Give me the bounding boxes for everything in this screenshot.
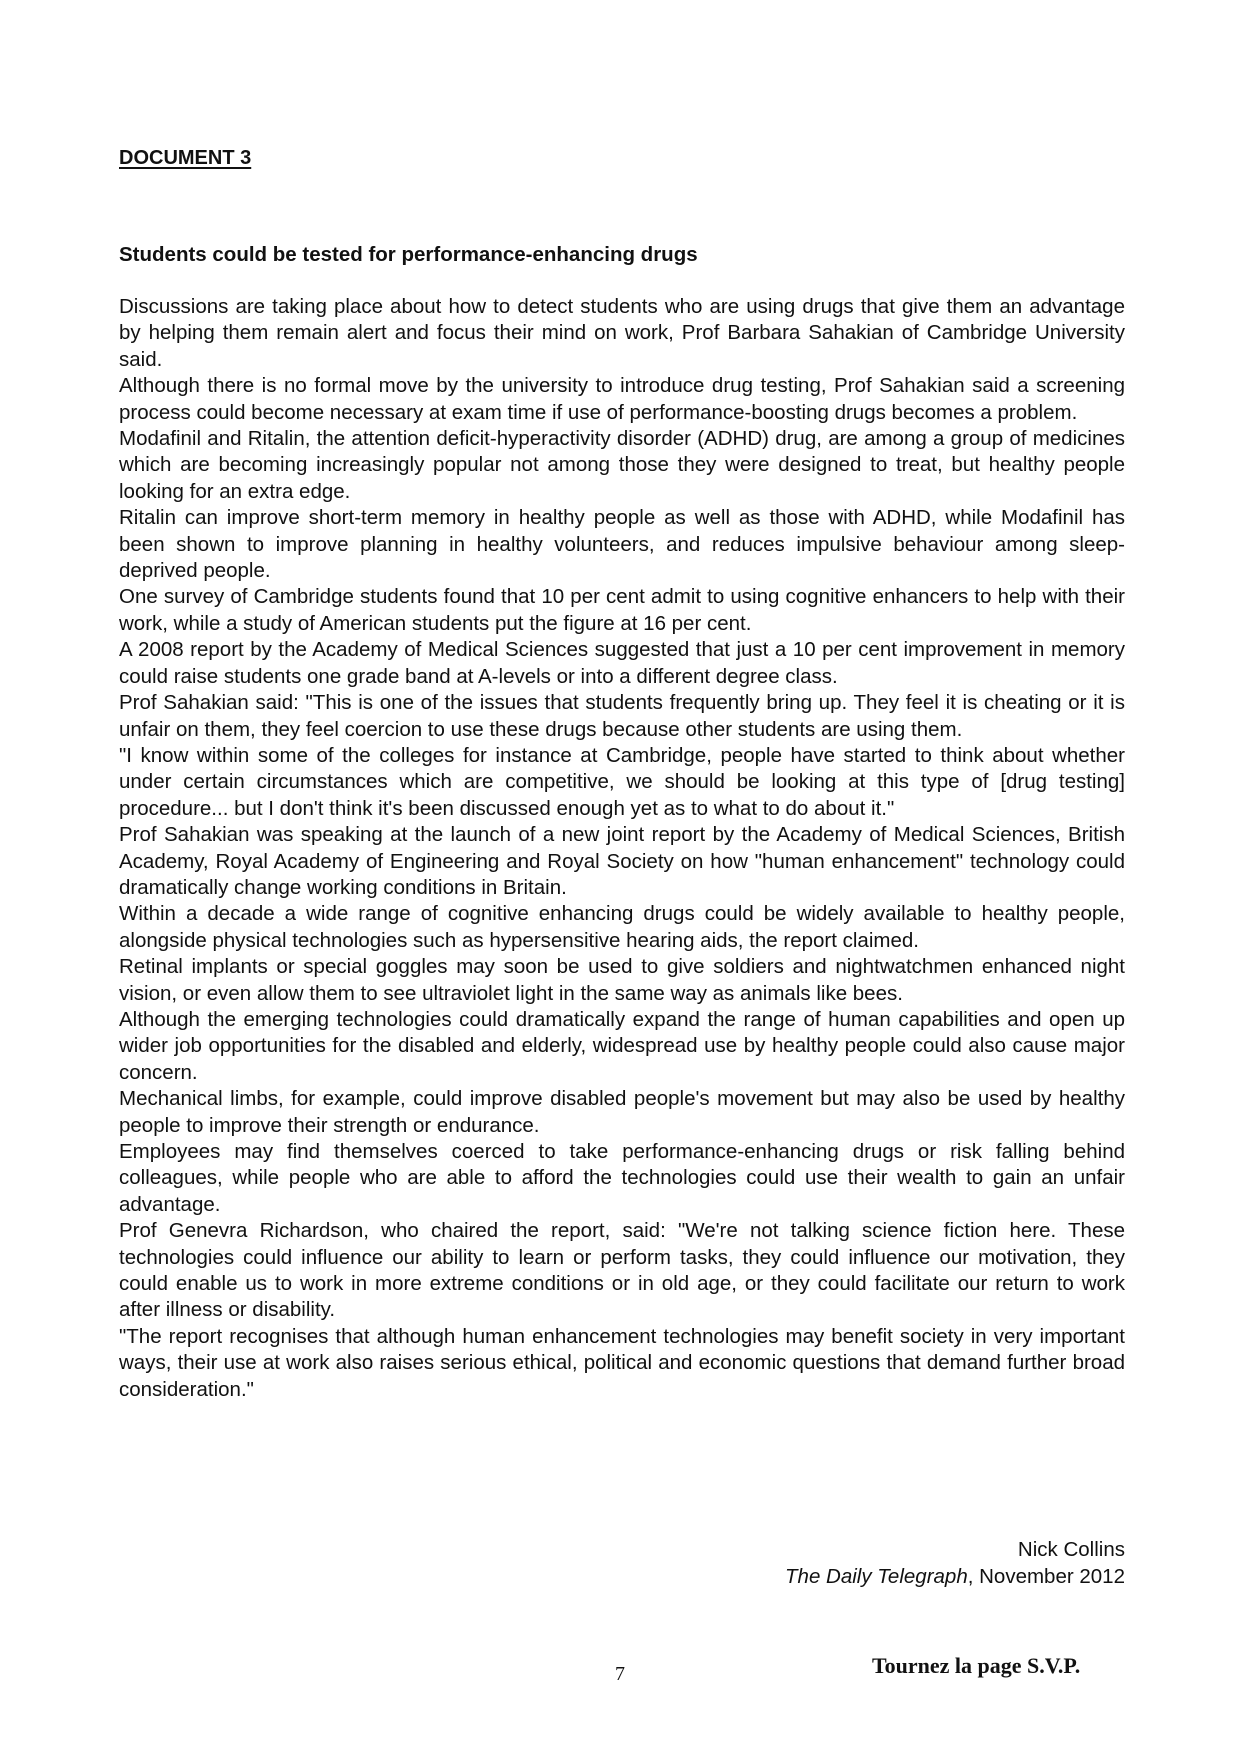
publication-name: The Daily Telegraph <box>785 1565 968 1588</box>
paragraph: Although the emerging technologies could dramatically expand the range of human capabilities and open up wider job opportunities for the disabled and elderly, widespread use by healthy people could also cause major concern. <box>119 1007 1125 1084</box>
author-name: Nick Collins <box>1017 1538 1125 1561</box>
publication-date: , November 2012 <box>967 1565 1125 1588</box>
turn-page-note: Tournez la page S.V.P. <box>872 1653 1081 1678</box>
page-number: 7 <box>615 1663 625 1685</box>
paragraph: One survey of Cambridge students found that 10 per cent admit to using cognitive enhancers to help with their work, while a study of American students put the figure at 16 per cent. <box>119 585 1125 635</box>
paragraph: Mechanical limbs, for example, could improve disabled people's movement but may also be used by healthy people to improve their strength or endurance. <box>119 1087 1125 1137</box>
paragraph: A 2008 report by the Academy of Medical Sciences suggested that just a 10 per cent improvement in memory could raise students one grade band at A-levels or into a different degree class. <box>119 638 1125 688</box>
paragraph: Employees may find themselves coerced to take performance-enhancing drugs or risk falling behind colleagues, while people who are able to afford the technologies could use their wealth to gain an unfair advantage. <box>119 1140 1125 1216</box>
paragraph: Discussions are taking place about how to detect students who are using drugs that give them an advantage by helping them remain alert and focus their mind on work, Prof Barbara Sahakian of Cambridge University said. <box>119 295 1125 371</box>
document-label: DOCUMENT 3 <box>119 147 252 169</box>
paragraph: Modafinil and Ritalin, the attention deficit-hyperactivity disorder (ADHD) drug, are among a group of medicines which are becoming increasingly popular not among those they were designed to treat, but healthy people looking for an extra edge. <box>119 427 1125 503</box>
paragraph: Ritalin can improve short-term memory in healthy people as well as those with ADHD, while Modafinil has been shown to improve planning in healthy volunteers, and reduces impulsive behaviour among sleep-deprived people. <box>119 506 1125 583</box>
article-body <box>119 294 1125 1403</box>
paragraph: Within a decade a wide range of cognitive enhancing drugs could be widely available to healthy people, alongside physical technologies such as hypersensitive hearing aids, the report claimed. <box>119 902 1125 952</box>
publication-line <box>785 1563 1125 1590</box>
paragraph: Prof Genevra Richardson, who chaired the report, said: "We're not talking science fiction here. These technologies could influence our ability to learn or perform tasks, they could influence our motivation, they could enable us to work in more extreme conditions or in old age, or they could facilitate our return to work after illness or disability. <box>119 1219 1125 1322</box>
paragraph: Prof Sahakian said: "This is one of the issues that students frequently bring up. They feel it is cheating or it is unfair on them, they feel coercion to use these drugs because other students are using them. <box>119 691 1125 741</box>
article-title: Students could be tested for performance-enhancing drugs <box>119 243 698 266</box>
paragraph: Although there is no formal move by the university to introduce drug testing, Prof Sahakian said a screening process could become necessary at exam time if use of performance-boosting drugs becomes a problem. <box>119 374 1125 424</box>
paragraph: "I know within some of the colleges for instance at Cambridge, people have started to think about whether under certain circumstances which are competitive, we should be looking at this type of [drug testing] procedure... but I don't think it's been discussed enough yet as to what to do about it." <box>119 743 1125 820</box>
paragraph: Retinal implants or special goggles may soon be used to give soldiers and nightwatchmen enhanced night vision, or even allow them to see ultraviolet light in the same way as animals like bees. <box>119 955 1125 1005</box>
paragraph: Prof Sahakian was speaking at the launch of a new joint report by the Academy of Medical Sciences, British Academy, Royal Academy of Engineering and Royal Society on how "human enhancement" technology could dramatically change working conditions in Britain. <box>119 823 1125 899</box>
byline <box>785 1536 1125 1590</box>
paragraph: "The report recognises that although human enhancement technologies may benefit society in very important ways, their use at work also raises serious ethical, political and economic questions that demand further broad consideration." <box>119 1324 1125 1401</box>
